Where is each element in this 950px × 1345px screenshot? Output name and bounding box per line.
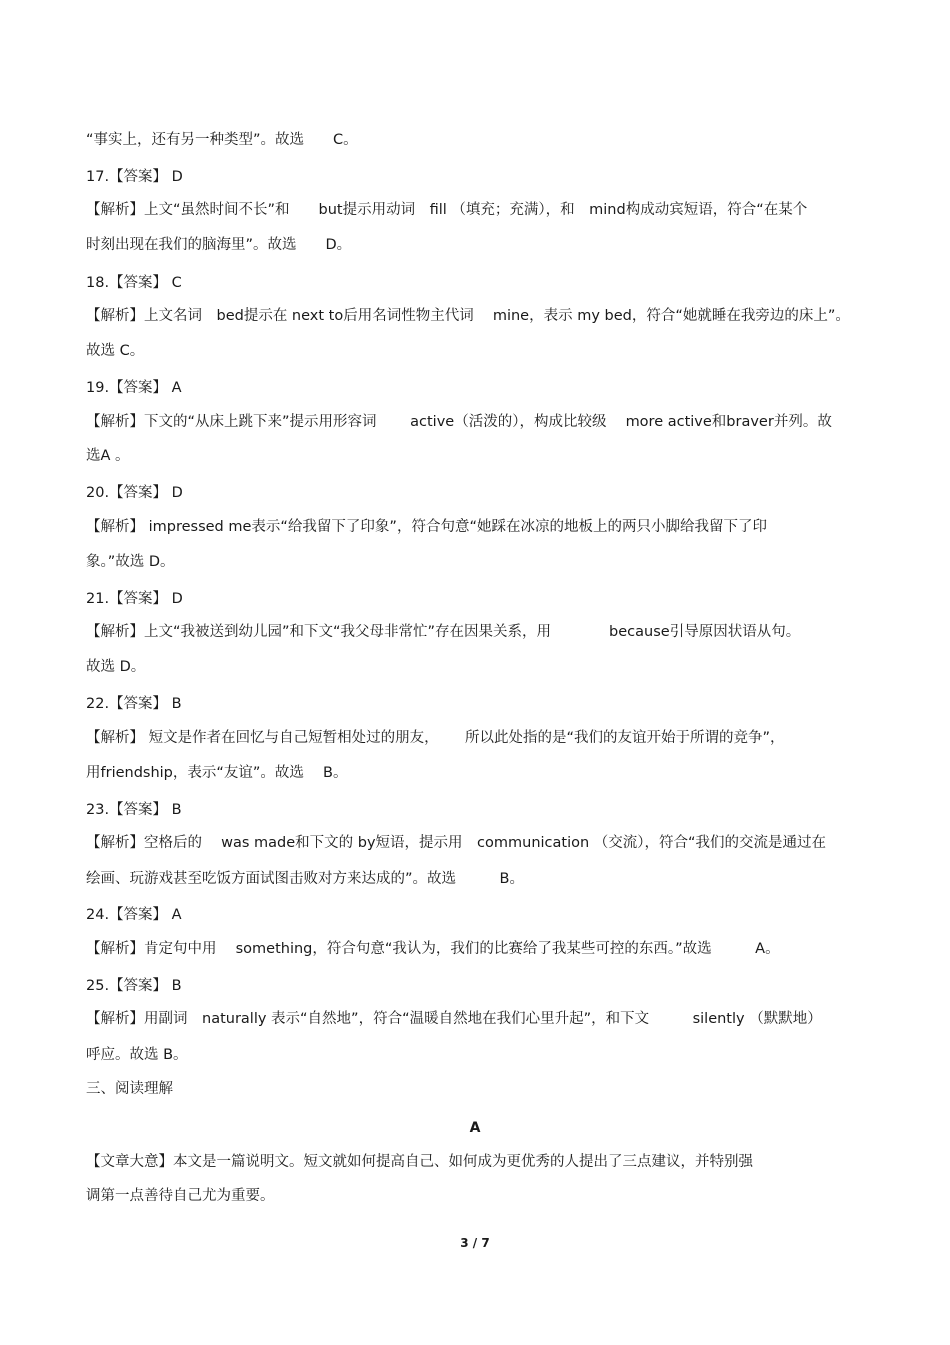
text-line: “事实上，还有另一种类型”。故选 C。 <box>86 132 358 148</box>
text-line: 故选 D。 <box>86 659 146 675</box>
analysis-23: 【解析】空格后的 was made和下文的 by短语，提示用 communication （交流），符合“我们的交流是通过在 <box>86 835 827 851</box>
summary-line: 调第一点善待自己尤为重要。 <box>86 1188 275 1204</box>
answer-22: 22.【答案】 B <box>86 696 182 712</box>
answer-24: 24.【答案】 A <box>86 907 182 923</box>
answer-20: 20.【答案】 D <box>86 485 183 501</box>
analysis-18: 【解析】上文名词 bed提示在 next to后用名词性物主代词 mine，表示 my bed，符合“她就睡在我旁边的床上”。 <box>86 308 850 324</box>
answer-18: 18.【答案】 C <box>86 275 182 291</box>
analysis-24: 【解析】肯定句中用 something，符合句意“我认为，我们的比赛给了我某些可控的东西。”故选 A。 <box>86 941 780 957</box>
summary-line: 【文章大意】本文是一篇说明文。短文就如何提高自己、如何成为更优秀的人提出了三点建议，并特别强 <box>86 1154 753 1170</box>
text-line: 呼应。故选 B。 <box>86 1047 188 1063</box>
text-line: 故选 C。 <box>86 343 145 359</box>
page-number: 3 / 7 <box>460 1236 490 1250</box>
text-line: 时刻出现在我们的脑海里”。故选 D。 <box>86 237 352 253</box>
answer-17: 17.【答案】 D <box>86 169 183 185</box>
text-line: 象。”故选 D。 <box>86 554 175 570</box>
analysis-25: 【解析】用副词 naturally 表示“自然地”，符合“温暖自然地在我们心里升起”，和下文 silently （默默地） <box>86 1011 822 1027</box>
text-line: 选A 。 <box>86 448 130 464</box>
answer-21: 21.【答案】 D <box>86 591 183 607</box>
analysis-21: 【解析】上文“我被送到幼儿园”和下文“我父母非常忙”存在因果关系，用 because引导原因状语从句。 <box>86 624 801 640</box>
answer-19: 19.【答案】 A <box>86 380 182 396</box>
text-line: 绘画、玩游戏甚至吃饭方面试图击败对方来达成的”。故选 B。 <box>86 871 524 887</box>
analysis-22: 【解析】 短文是作者在回忆与自己短暂相处过的朋友， 所以此处指的是“我们的友谊开始于所谓的竞争”， <box>86 730 785 746</box>
analysis-20: 【解析】 impressed me表示“给我留下了印象”，符合句意“她踩在冰凉的地板上的两只小脚给我留下了印 <box>86 519 767 535</box>
section-heading: A <box>469 1120 481 1136</box>
analysis-19: 【解析】下文的“从床上跳下来”提示用形容词 active（活泼的），构成比较级 more active和braver并列。故 <box>86 414 832 430</box>
analysis-17: 【解析】上文“虽然时间不长”和 but提示用动词 fill （填充；充满），和 mind构成动宾短语，符合“在某个 <box>86 202 808 218</box>
text-line: 用friendship，表示“友谊”。故选 B。 <box>86 765 348 781</box>
answer-25: 25.【答案】 B <box>86 978 182 994</box>
answer-23: 23.【答案】 B <box>86 802 182 818</box>
section-title: 三、阅读理解 <box>86 1081 173 1097</box>
